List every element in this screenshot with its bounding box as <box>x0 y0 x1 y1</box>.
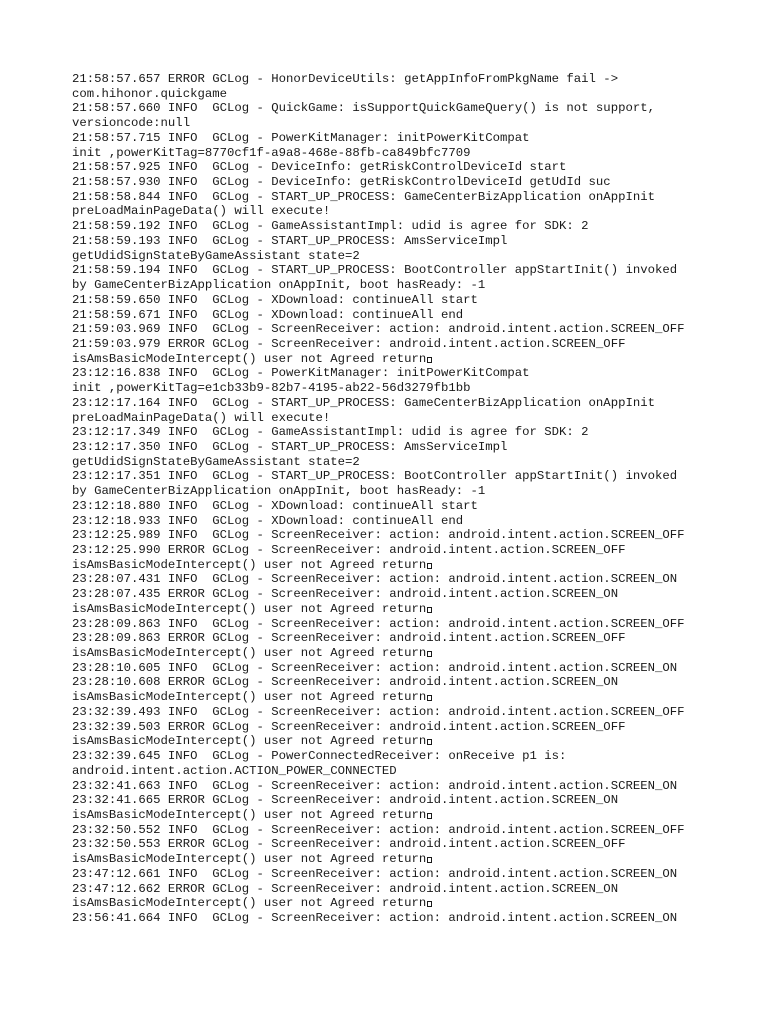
log-line-text: 23:32:39.493 INFO GCLog - ScreenReceiver: action: android.intent.action.SCREEN_OFF <box>72 704 685 719</box>
log-line-text: 23:28:10.608 ERROR GCLog - ScreenReceiver: android.intent.action.SCREEN_ON <box>72 675 619 690</box>
log-line-text: 23:12:18.933 INFO GCLog - XDownload: continueAll end <box>72 513 464 528</box>
log-line-text: 23:32:50.552 INFO GCLog - ScreenReceiver: action: android.intent.action.SCREEN_OFF <box>72 822 685 837</box>
log-line-text: preLoadMainPageData() will execute! <box>72 410 331 425</box>
log-line <box>72 911 732 926</box>
log-line <box>72 867 732 882</box>
log-line-text: 23:28:09.863 ERROR GCLog - ScreenReceiver: android.intent.action.SCREEN_OFF <box>72 631 626 646</box>
log-line-text: 21:58:57.930 INFO GCLog - DeviceInfo: getRiskControlDeviceId getUdId suc <box>72 175 611 190</box>
log-line-text: 23:12:17.349 INFO GCLog - GameAssistantImpl: udid is agree for SDK: 2 <box>72 425 589 440</box>
log-line-text: isAmsBasicModeIntercept() user not Agreed return <box>72 896 427 911</box>
log-line-text: versioncode:null <box>72 116 191 131</box>
log-line <box>72 204 732 219</box>
log-line <box>72 411 732 426</box>
missing-glyph-icon <box>427 607 432 613</box>
log-line <box>72 293 732 308</box>
log-line <box>72 823 732 838</box>
log-line <box>72 116 732 131</box>
log-line <box>72 396 732 411</box>
log-line <box>72 587 732 602</box>
log-line <box>72 352 732 367</box>
log-line <box>72 249 732 264</box>
log-line <box>72 808 732 823</box>
log-line <box>72 749 732 764</box>
log-line <box>72 690 732 705</box>
log-line-text: 21:58:57.715 INFO GCLog - PowerKitManager: initPowerKitCompat <box>72 130 530 145</box>
log-line-text: init ,powerKitTag=8770cf1f-a9a8-468e-88fb-ca849bfc7709 <box>72 145 471 160</box>
missing-glyph-icon <box>427 651 432 657</box>
log-line <box>72 455 732 470</box>
log-line <box>72 528 732 543</box>
log-line <box>72 101 732 116</box>
log-line-text: 21:59:03.979 ERROR GCLog - ScreenReceiver: android.intent.action.SCREEN_OFF <box>72 336 626 351</box>
log-line <box>72 131 732 146</box>
log-line-text: 23:32:50.553 ERROR GCLog - ScreenReceiver: android.intent.action.SCREEN_OFF <box>72 837 626 852</box>
log-line-text: isAmsBasicModeIntercept() user not Agreed return <box>72 734 427 749</box>
log-line <box>72 705 732 720</box>
log-line <box>72 896 732 911</box>
log-line-text: 23:12:17.351 INFO GCLog - START_UP_PROCESS: BootController appStartInit() invoked <box>72 469 678 484</box>
log-line <box>72 646 732 661</box>
log-line-text: 21:58:57.657 ERROR GCLog - HonorDeviceUtils: getAppInfoFromPkgName fail -> <box>72 72 619 86</box>
missing-glyph-icon <box>427 901 432 907</box>
log-line-text: isAmsBasicModeIntercept() user not Agreed return <box>72 807 427 822</box>
log-text-block <box>72 72 732 926</box>
log-line <box>72 175 732 190</box>
log-line <box>72 764 732 779</box>
missing-glyph-icon <box>427 813 432 819</box>
log-line-text: 23:12:17.164 INFO GCLog - START_UP_PROCESS: GameCenterBizApplication onAppInit <box>72 395 655 410</box>
log-line <box>72 381 732 396</box>
log-line-text: 23:32:41.663 INFO GCLog - ScreenReceiver: action: android.intent.action.SCREEN_ON <box>72 778 678 793</box>
log-line <box>72 322 732 337</box>
missing-glyph-icon <box>427 563 432 569</box>
log-line-text: 23:12:25.990 ERROR GCLog - ScreenReceiver: android.intent.action.SCREEN_OFF <box>72 543 626 557</box>
log-line <box>72 234 732 249</box>
log-line <box>72 734 732 749</box>
log-line <box>72 146 732 161</box>
log-line <box>72 308 732 323</box>
log-line <box>72 484 732 499</box>
log-line <box>72 793 732 808</box>
log-line-text: isAmsBasicModeIntercept() user not Agreed return <box>72 646 427 661</box>
log-line-text: isAmsBasicModeIntercept() user not Agreed return <box>72 351 427 366</box>
log-line <box>72 661 732 676</box>
log-line <box>72 469 732 484</box>
log-line <box>72 558 732 573</box>
missing-glyph-icon <box>427 857 432 863</box>
log-line <box>72 617 732 632</box>
log-line <box>72 720 732 735</box>
log-line <box>72 602 732 617</box>
missing-glyph-icon <box>427 739 432 745</box>
log-line <box>72 190 732 205</box>
log-line-text: 23:28:10.605 INFO GCLog - ScreenReceiver: action: android.intent.action.SCREEN_ON <box>72 660 678 675</box>
log-line <box>72 263 732 278</box>
log-line-text: 21:58:57.660 INFO GCLog - QuickGame: isSupportQuickGameQuery() is not support, <box>72 101 655 116</box>
log-line <box>72 882 732 897</box>
log-line-text: 23:12:16.838 INFO GCLog - PowerKitManager: initPowerKitCompat <box>72 366 530 381</box>
log-line-text: android.intent.action.ACTION_POWER_CONNECTED <box>72 763 397 778</box>
log-line-text: 23:32:39.503 ERROR GCLog - ScreenReceiver: android.intent.action.SCREEN_OFF <box>72 719 626 734</box>
log-line-text: 21:59:03.969 INFO GCLog - ScreenReceiver: action: android.intent.action.SCREEN_OFF <box>72 322 685 337</box>
log-line <box>72 852 732 867</box>
log-line-text: isAmsBasicModeIntercept() user not Agreed return <box>72 601 427 616</box>
log-line-text: isAmsBasicModeIntercept() user not Agreed return <box>72 557 427 572</box>
log-line-text: 21:58:58.844 INFO GCLog - START_UP_PROCESS: GameCenterBizApplication onAppInit <box>72 189 655 204</box>
log-line-text: getUdidSignStateByGameAssistant state=2 <box>72 248 360 263</box>
log-line-text: 23:28:09.863 INFO GCLog - ScreenReceiver: action: android.intent.action.SCREEN_OFF <box>72 616 685 631</box>
log-line <box>72 631 732 646</box>
log-line-text: 21:58:59.194 INFO GCLog - START_UP_PROCESS: BootController appStartInit() invoked <box>72 263 678 278</box>
log-line <box>72 425 732 440</box>
missing-glyph-icon <box>427 357 432 363</box>
log-line <box>72 572 732 587</box>
log-line-text: 23:32:39.645 INFO GCLog - PowerConnectedReceiver: onReceive p1 is: <box>72 749 567 764</box>
log-line-text: 21:58:59.192 INFO GCLog - GameAssistantImpl: udid is agree for SDK: 2 <box>72 219 589 234</box>
log-line <box>72 543 732 558</box>
log-line <box>72 499 732 514</box>
log-line-text: by GameCenterBizApplication onAppInit, boot hasReady: -1 <box>72 484 486 499</box>
log-line <box>72 278 732 293</box>
log-line-text: 21:58:59.650 INFO GCLog - XDownload: continueAll start <box>72 292 478 307</box>
log-line-text: 23:12:17.350 INFO GCLog - START_UP_PROCESS: AmsServiceImpl <box>72 439 508 454</box>
log-line <box>72 337 732 352</box>
missing-glyph-icon <box>427 695 432 701</box>
log-line-text: 21:58:59.193 INFO GCLog - START_UP_PROCESS: AmsServiceImpl <box>72 233 508 248</box>
log-line-text: 23:28:07.431 INFO GCLog - ScreenReceiver: action: android.intent.action.SCREEN_ON <box>72 572 678 587</box>
log-line <box>72 837 732 852</box>
log-line <box>72 675 732 690</box>
log-line-text: 23:32:41.665 ERROR GCLog - ScreenReceiver: android.intent.action.SCREEN_ON <box>72 793 619 808</box>
log-line-text: isAmsBasicModeIntercept() user not Agreed return <box>72 690 427 705</box>
log-line <box>72 779 732 794</box>
log-line <box>72 440 732 455</box>
log-line-text: 23:28:07.435 ERROR GCLog - ScreenReceiver: android.intent.action.SCREEN_ON <box>72 587 619 602</box>
log-line-text: init ,powerKitTag=e1cb33b9-82b7-4195-ab22-56d3279fb1bb <box>72 381 471 396</box>
log-line-text: com.hihonor.quickgame <box>72 86 227 101</box>
log-line-text: 23:12:25.989 INFO GCLog - ScreenReceiver: action: android.intent.action.SCREEN_OFF <box>72 528 685 543</box>
log-line-text: 21:58:57.925 INFO GCLog - DeviceInfo: getRiskControlDeviceId start <box>72 160 567 175</box>
log-line <box>72 160 732 175</box>
log-line <box>72 87 732 102</box>
log-line-text: 23:47:12.661 INFO GCLog - ScreenReceiver: action: android.intent.action.SCREEN_ON <box>72 866 678 881</box>
log-line-text: by GameCenterBizApplication onAppInit, boot hasReady: -1 <box>72 278 486 293</box>
log-line-text: isAmsBasicModeIntercept() user not Agreed return <box>72 852 427 867</box>
log-line-text: 23:12:18.880 INFO GCLog - XDownload: continueAll start <box>72 498 478 513</box>
log-line-text: preLoadMainPageData() will execute! <box>72 204 331 219</box>
log-line-text: 23:56:41.664 INFO GCLog - ScreenReceiver: action: android.intent.action.SCREEN_ON <box>72 910 678 925</box>
log-line <box>72 72 732 87</box>
log-line-text: 21:58:59.671 INFO GCLog - XDownload: continueAll end <box>72 307 464 322</box>
log-line <box>72 219 732 234</box>
log-line-text: 23:47:12.662 ERROR GCLog - ScreenReceiver: android.intent.action.SCREEN_ON <box>72 881 619 896</box>
log-line <box>72 514 732 529</box>
log-line <box>72 366 732 381</box>
log-line-text: getUdidSignStateByGameAssistant state=2 <box>72 454 360 469</box>
